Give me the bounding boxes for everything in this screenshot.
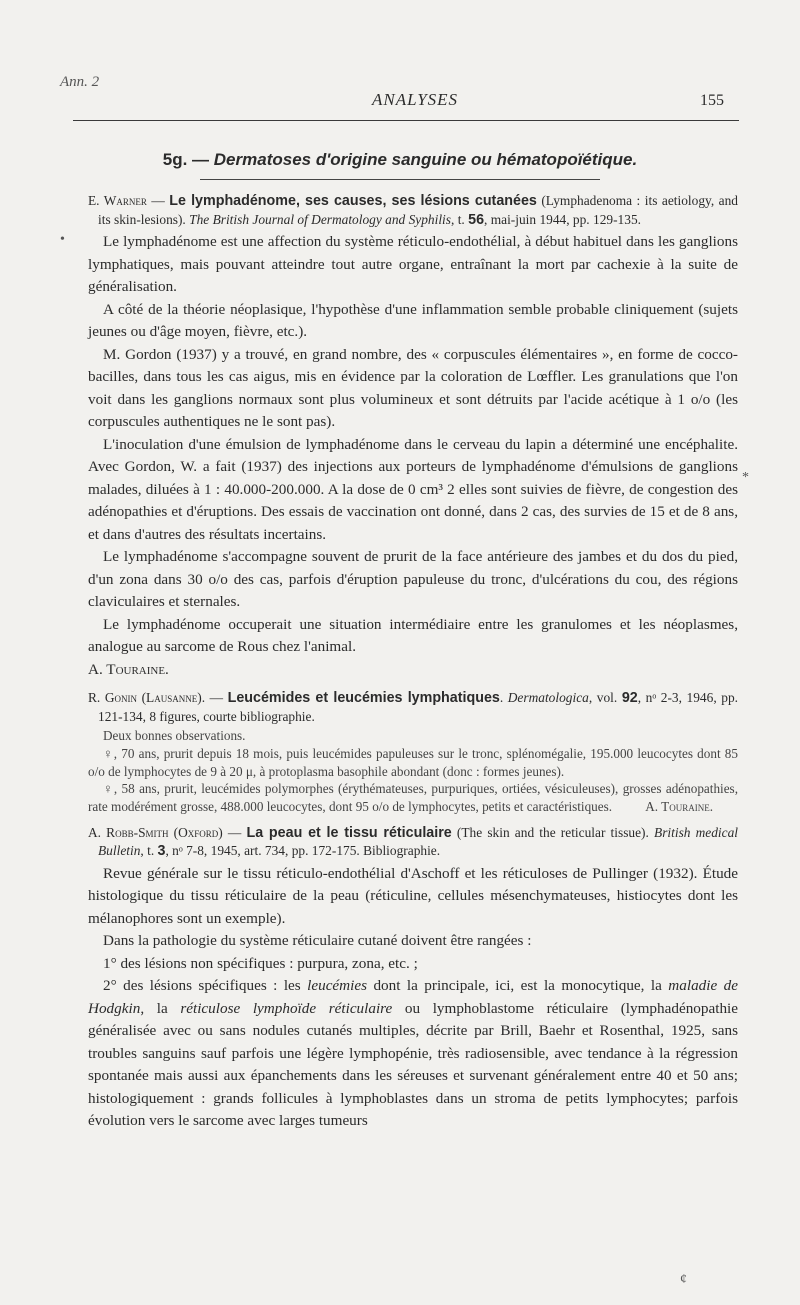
reference-title: Leucémides et leucémies lymphatiques: [227, 690, 500, 706]
section-title-text: Dermatoses d'origine sanguine ou hématopoïétique.: [213, 150, 638, 169]
header-rule: [73, 120, 739, 121]
paragraph: Revue générale sur le tissu réticulo-endothélial d'Aschoff et les réticuloses de Pullinger (1932). Étude histologique du tissu réticulaire de la peau (réticuline, cellules mésenchymateuses, histiocytes dont les mélanophores sont un exemple).: [88, 864, 738, 927]
reference-gonin: R. Gonin (Lausanne). — Leucémides et leucémies lymphatiques. Dermatologica, vol. 92, nᵒ 2-3, 1946, pp. 121-134, 8 figures, courte bibliographie.: [88, 690, 738, 724]
margin-bullet: •: [60, 232, 65, 247]
page-number: 155: [700, 92, 724, 109]
signature: A. Touraine.: [645, 799, 713, 815]
observation: ♀, 58 ans, prurit, leucémides polymorphes (érythémateuses, purpuriques, ortiées, vésiculeuses), grosses adénopathies, rate modérément grosse, 488.000 leucocytes, dont 95 o/o de lymphocytes, petits et caractéristiques. A. Touraine.: [88, 781, 738, 815]
reference-title: Le lymphadénome, ses causes, ses lésions cutanées: [169, 193, 537, 209]
journal-name: British medical Bulletin: [98, 824, 739, 859]
annotation-label: Ann. 2: [60, 74, 100, 90]
running-head: ANALYSES: [372, 90, 459, 109]
paragraph: Deux bonnes observations.: [103, 728, 246, 743]
title-underline: [200, 179, 600, 180]
reference-title: La peau et le tissu réticulaire: [246, 824, 452, 841]
reference-robb-smith: A. Robb-Smith (Oxford) — La peau et le tissu réticulaire (The skin and the reticular tissue). British medical Bulletin, t. 3, nᵒ 7-8, 1945, art. 734, pp. 172-175. Bibliographie.: [88, 824, 739, 860]
section-title: [0, 150, 800, 170]
margin-end-mark: ¢: [680, 1272, 687, 1287]
paragraph: Dans la pathologie du système réticulaire cutané doivent être rangées :: [103, 932, 532, 950]
journal-name: The British Journal of Dermatology and Syphilis: [189, 211, 451, 227]
signature: A. Touraine.: [88, 660, 169, 678]
section-number: 5g. —: [162, 150, 210, 169]
paragraph: M. Gordon (1937) y a trouvé, en grand nombre, des « corpuscules élémentaires », en forme de cocco-bacilles, dans tous les cas aigus, mis en évidence par la coloration de Lœffler. Les granulations que l'on voit dans les ganglions normaux sont plus volumineux et sont détruits par l'acide acétique à 1 o/o (les corpuscules authentiques ne le sont pas).: [88, 345, 738, 430]
article-body: [88, 192, 738, 1133]
paragraph: A côté de la théorie néoplasique, l'hypothèse d'une inflammation semble probable cliniquement (sujets jeunes ou d'âge moyen, fièvre, etc.).: [88, 300, 738, 340]
paragraph: 2° des lésions spécifiques : les leucémies dont la principale, ici, est la monocytique, la maladie de Hodgkin, la réticulose lymphoïde réticulaire ou lymphoblastome réticulaire (lymphadénopathie généralisée avec ou sans nodules cutanés multiples, décrite par Brill, Baehr et Rosenthal, 1925, sans troubles sanguins sauf parfois une légère lymphopénie, très radiosensible, avec tendance à la régression spontanée mais aussi aux épanchements dans les séreuses et survenant généralement entre 40 et 50 ans; histologiquement : grands follicules à lymphoblastes dans un stroma de petits lymphocytes; parfois évolution vers le sarcome avec larges tumeurs: [88, 977, 738, 1130]
journal-name: Dermatologica: [507, 690, 589, 705]
reference-warner: E. Warner — Le lymphadénome, ses causes, ses lésions cutanées (Lymphadenoma : its aetiology, and its skin-lesions). The British Journal of Dermatology and Syphilis, t. 56, mai-juin 1944, pp. 129-135.: [88, 193, 739, 228]
observation: ♀, 70 ans, prurit depuis 18 mois, puis leucémides papuleuses sur le tronc, splénomégalie, 195.000 leucocytes dont 85 o/o de lymphocytes de 9 à 20 μ, à protoplasma basophile abondant (donc : formes jeunes).: [88, 745, 738, 779]
paragraph: 1° des lésions non spécifiques : purpura, zona, etc. ;: [103, 954, 418, 972]
paragraph: L'inoculation d'une émulsion de lymphadénome dans le cerveau du lapin a déterminé une encéphalite. Avec Gordon, W. a fait (1937) des injections aux porteurs de lymphadénome d'émulsions de ganglions malades, diluées à 1 : 40.000-200.000. A la dose de 0 cm³ 2 elles sont suivies de fièvre, de congestion des adénopathies et d'éruptions. Des essais de vaccination ont donné, dans 2 cas, des survies de 15 et de 8 ans, et dans d'autres des résultats incertains.: [88, 435, 738, 543]
margin-star: *: [742, 470, 749, 485]
paragraph: Le lymphadénome s'accompagne souvent de prurit de la face antérieure des jambes et du dos du pied, d'un zona dans 30 o/o des cas, parfois d'éruption papuleuse du tronc, d'ulcérations du cou, des régions claviculaires et sternales.: [88, 548, 738, 610]
paragraph: Le lymphadénome est une affection du système réticulo-endothélial, à début habituel dans les ganglions lymphatiques, mais pouvant atteindre tout autre organe, entraînant la mort par cachexie à la suite de généralisation.: [88, 233, 738, 295]
paragraph: Le lymphadénome occuperait une situation intermédiaire entre les granulomes et les néoplasmes, analogue au sarcome de Rous chez l'animal.: [88, 615, 738, 655]
